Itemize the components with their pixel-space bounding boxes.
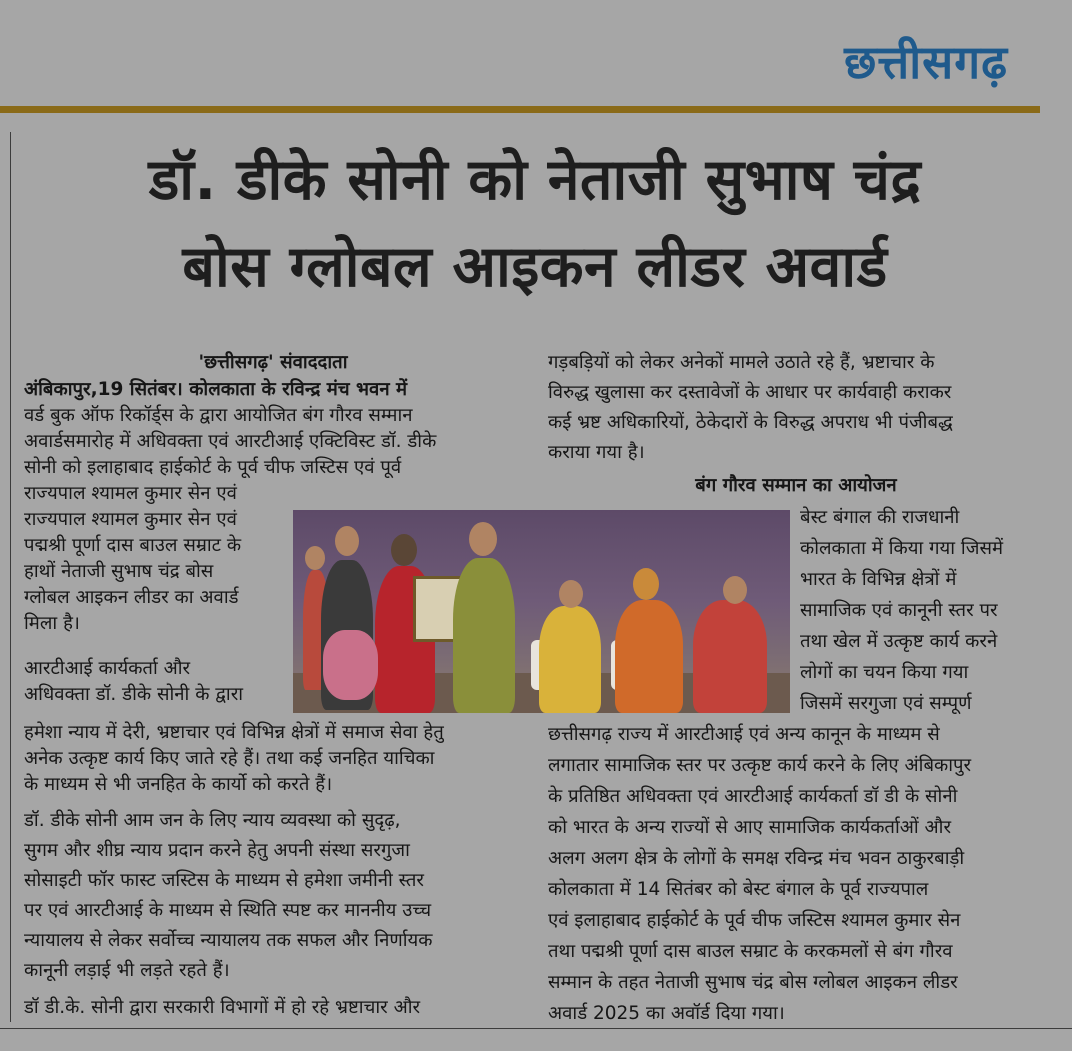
header-rule: [0, 106, 1040, 113]
article-line: के माध्यम से भी जनहित के कार्यो को करते हैं।: [24, 774, 333, 795]
award-ceremony-photo: [293, 510, 790, 713]
article-line: लोगों का चयन किया गया: [800, 662, 969, 683]
photo-person-head: [723, 576, 747, 604]
photo-person-head: [559, 580, 583, 608]
article-line: सुगम और शीघ्र न्याय प्रदान करने हेतु अपनी संस्था सरगुजा: [24, 840, 410, 861]
photo-person-head: [335, 526, 359, 556]
column-border-bottom: [0, 1028, 1072, 1029]
article-line: तथा खेल में उत्कृष्ट कार्य करने: [800, 631, 998, 652]
article-line: एवं इलाहाबाद हाईकोर्ट के पूर्व चीफ जस्टिस श्यामल कुमार सेन: [548, 910, 961, 931]
article-line: सोनी को इलाहाबाद हाईकोर्ट के पूर्व चीफ जस्टिस एवं पूर्व: [24, 457, 402, 478]
article-line: कानूनी लड़ाई भी लड़ते रहते हैं।: [24, 960, 230, 981]
article-line: पर एवं आरटीआई के माध्यम से स्थिति स्पष्ट कर माननीय उच्च: [24, 900, 432, 921]
article-line: के प्रतिष्ठित अधिवक्ता एवं आरटीआई कार्यकर्ता डॉ डी के सोनी: [548, 786, 958, 807]
headline-line-1: डॉ. डीके सोनी को नेताजी सुभाष चंद्र: [148, 147, 922, 213]
article-line: कई भ्रष्ट अधिकारियों, ठेकेदारों के विरुद्ध अपराध भी पंजीबद्ध: [548, 412, 953, 433]
article-line: को भारत के अन्य राज्यों से आए सामाजिक कार्यकर्ताओं और: [548, 817, 952, 838]
article-line: बेस्ट बंगाल की राजधानी: [800, 507, 960, 528]
article-line: सामाजिक एवं कानूनी स्तर पर: [800, 600, 998, 621]
article-line: सोसाइटी फॉर फास्ट जस्टिस के माध्यम से हमेशा जमीनी स्तर: [24, 870, 424, 891]
masthead-logo: छत्तीसगढ़: [844, 35, 1008, 89]
photo-bouquet: [323, 630, 378, 700]
article-line: भारत के विभिन्न क्षेत्रों में: [800, 569, 957, 590]
column-border-left: [10, 132, 11, 1022]
byline: 'छत्तीसगढ़' संवाददाता: [198, 352, 348, 373]
article-line: डॉ. डीके सोनी आम जन के लिए न्याय व्यवस्था को सुदृढ़,: [24, 810, 401, 831]
article-line: डॉ डी.के. सोनी द्वारा सरकारी विभागों में हो रहे भ्रष्टाचार और: [24, 997, 421, 1018]
article-line: वर्ड बुक ऑफ रिकॉर्ड्स के द्वारा आयोजित बंग गौरव सम्मान: [24, 405, 413, 426]
article-line: हमेशा न्याय में देरी, भ्रष्टाचार एवं विभिन्न क्षेत्रों में समाज सेवा हेतु: [24, 722, 444, 743]
photo-person-head: [391, 534, 417, 566]
photo-person-head: [633, 568, 659, 600]
photo-person: [615, 600, 683, 713]
article-line: मिला है।: [24, 613, 80, 634]
article-line: राज्यपाल श्यामल कुमार सेन एवं: [24, 483, 237, 504]
photo-person: [539, 606, 601, 713]
article-line: अंबिकापुर,19 सितंबर। कोलकाता के रविन्द्र मंच भवन में: [24, 379, 408, 400]
article-line: विरुद्ध खुलासा कर दस्तावेजों के आधार पर कार्यवाही कराकर: [548, 382, 952, 403]
article-line: अनेक उत्कृष्ट कार्य किए जाते रहे हैं। तथा कई जनहित याचिका: [24, 748, 435, 769]
article-line: अवार्डसमारोह में अधिवक्ता एवं आरटीआई एक्टिविस्ट डॉ. डीके: [24, 431, 437, 452]
article-line: अवार्ड 2025 का अवॉर्ड दिया गया।: [548, 1003, 785, 1024]
article-line: कोलकाता में किया गया जिसमें: [800, 538, 1004, 559]
article-line: न्यायालय से लेकर सर्वोच्च न्यायालय तक सफल और निर्णायक: [24, 930, 433, 951]
photo-person: [693, 600, 767, 713]
photo-person-head: [469, 522, 497, 556]
article-line: कराया गया है।: [548, 442, 645, 463]
article-line: सम्मान के तहत नेताजी सुभाष चंद्र बोस ग्लोबल आइकन लीडर: [548, 972, 958, 993]
article-line: लगातार सामाजिक स्तर पर उत्कृष्ट कार्य करने के लिए अंबिकापुर: [548, 755, 972, 776]
article-line: आरटीआई कार्यकर्ता और: [24, 658, 191, 679]
photo-person-head: [305, 546, 325, 570]
headline-line-2: बोस ग्लोबल आइकन लीडर अवार्ड: [182, 234, 888, 300]
article-line: जिसमें सरगुजा एवं सम्पूर्ण: [800, 693, 972, 714]
article-line: ग्लोबल आइकन लीडर का अवार्ड: [24, 587, 239, 608]
article-line: गड़बड़ियों को लेकर अनेकों मामले उठाते रहे हैं, भ्रष्टाचार के: [548, 352, 935, 373]
article-line: अलग अलग क्षेत्र के लोगों के समक्ष रविन्द्र मंच भवन ठाकुरबाड़ी: [548, 848, 965, 869]
article-line: तथा पद्मश्री पूर्णा दास बाउल सम्राट के करकमलों से बंग गौरव: [548, 941, 953, 962]
photo-person: [453, 558, 515, 713]
article-line: पद्मश्री पूर्णा दास बाउल सम्राट के: [24, 535, 242, 556]
article-line: छत्तीसगढ़ राज्य में आरटीआई एवं अन्य कानून के माध्यम से: [548, 724, 940, 745]
article-line: अधिवक्ता डॉ. डीके सोनी के द्वारा: [24, 684, 244, 705]
article-line: कोलकाता में 14 सितंबर को बेस्ट बंगाल के पूर्व राज्यपाल: [548, 879, 929, 900]
subheading: बंग गौरव सम्मान का आयोजन: [695, 475, 897, 496]
article-line: हाथों नेताजी सुभाष चंद्र बोस: [24, 561, 214, 582]
article-line: राज्यपाल श्यामल कुमार सेन एवं: [24, 509, 237, 530]
